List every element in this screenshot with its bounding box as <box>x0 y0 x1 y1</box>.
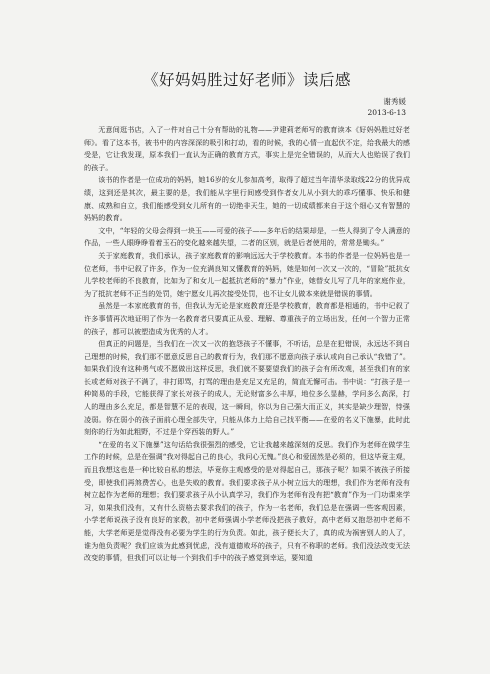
document-body <box>84 124 410 565</box>
paragraph: “在爱的名义下施暴”这句话给我很强烈的感受，它让我越来越深刻的反思。我们作为老师在做学生工作的时候，总是在强调“我对得起自己的良心，我问心无愧。”良心和爱固然是必须的，但这毕竟主观，而且我想这也是一种比较自私的想法，毕竟你主观感受的是对得起自己，那孩子呢？如果不被孩子所接受，即使我们再煞费苦心，也是失败的教育。我们要求孩子从小树立远大的理想，我们作为老师有没有树立起作为老师的理想；我们要求孩子从小认真学习，我们作为老师有没有把“教育”作为一门功课来学习，如果我们没有，又有什么资格去要求我们的孩子，作为一名老师，我们总是在强调一些客观因素，小学老师说孩子没有良好的家教，初中老师强调小学老师没把孩子教好，高中老师又抱怨初中老师不能，大学老师更是觉得没有必要为学生的行为负责。如此，孩子便长大了，真的成为祸害别人的人了，谁为他负责呢？我们应该为此感到忧虑，没有道德败坏的孩子，只有不称职的老师。我们没法改变无法改变的事情，但我们可以让每一个到我们手中的孩子感觉到幸运，要知道 <box>84 439 410 563</box>
paragraph: 虽然是一本家庭教育的书，但我认为无论是家庭教育还是学校教育，教育都是相通的，书中记叙了许多事情再次地证明了作为一名教育者只要真正从爱、理解、尊重孩子的立场出发，任何一个智力正常的孩子，都可以被塑造成为优秀的人才。 <box>84 301 410 336</box>
author-date-block <box>84 96 410 118</box>
paragraph: 无意间逛书店，入了一件对自己十分有帮助的礼物——尹建莉老师写的教育读本《好妈妈胜过好老师》。看了这本书，被书中的内容深深的吸引和打动，看的时候，我的心情一直起伏不定，给我最大的感受是，它让我发现，原本我们一直认为正确的教育方式，事实上是完全错误的，从而大人也贻误了我们的孩子。 <box>84 125 410 172</box>
document-date: 2013-6-13 <box>367 108 406 117</box>
paragraph: 但真正的问题是，当我们在一次又一次的抱怨孩子不懂事，不听话，总是在犯错误，永远达不到自己理想的时候，我们那不愿意反思自己的教育行为，我们那不愿意向孩子承认或向自己承认“我错了”。如果我们没有这种勇气或不愿做出这样反思，我们就不要要望我们的孩子会有所改观，甚至我们有的家长或老师对孩子不满了，非打即骂，打骂的理由是充足又充足的，简直无懈可击。书中说：“打孩子是一种简易的手段，它能获得了家长对孩子的成人，无论财富多么丰厚，地位多么显赫，学问多么高深，打人的理由多么充足，都是智慧不足的表现，这一瞬间，你以为自己强大而正义，其实是缺少理智，恃强凌弱。你在弱小的孩子面前心理全部失守，只能从体力上给自己找平衡——在爱的名义下施暴，此时此刻你的行为如此粗野，不过是个穿西装的野人。” <box>84 339 410 437</box>
paragraph: 文中，“年轻的父母会得到一块玉——可爱的孩子——多年后的结果却是，一些人得到了令人满意的作品，一些人眼睁睁看着玉石的变化越来越失望，二者的区别，就是后者使用的，常常是锄头。” <box>84 225 410 248</box>
document-title: 《好妈妈胜过好老师》读后感 <box>142 71 351 89</box>
author-name: 谢秀媛 <box>383 97 406 106</box>
paragraph: 关于家庭教育，我们承认，孩子家庭教育的影响远远大于学校教育。本书的作者是一位妈妈也是一位老师，书中记叙了许多，作为一位充满良知又懂教育的妈妈，她是如何一次又一次的，“冒险”抵抗女儿学校老师的不良教育，比如为了和女儿一起抵抗老师的“暴力”作业，她替女儿写了几年的家庭作业，为了抵抗老师不正当的处罚，她宁愿女儿再次接受处罚，也不让女儿做本来就是错误的事情。 <box>84 250 410 298</box>
paragraph: 该书的作者是一位成功的妈妈，她16岁的女儿参加高考，取得了超过当年清华录取线22分的优异成绩，这到还是其次，最主要的是，我们能从字里行间感受到作者女儿从小到大的乖巧懂事、快乐和健康、成熟和自立，我们能感受到女儿所有的一切绝非天生，她的一切成绩都来自于这个细心又有智慧的妈妈的教育。 <box>84 175 410 223</box>
